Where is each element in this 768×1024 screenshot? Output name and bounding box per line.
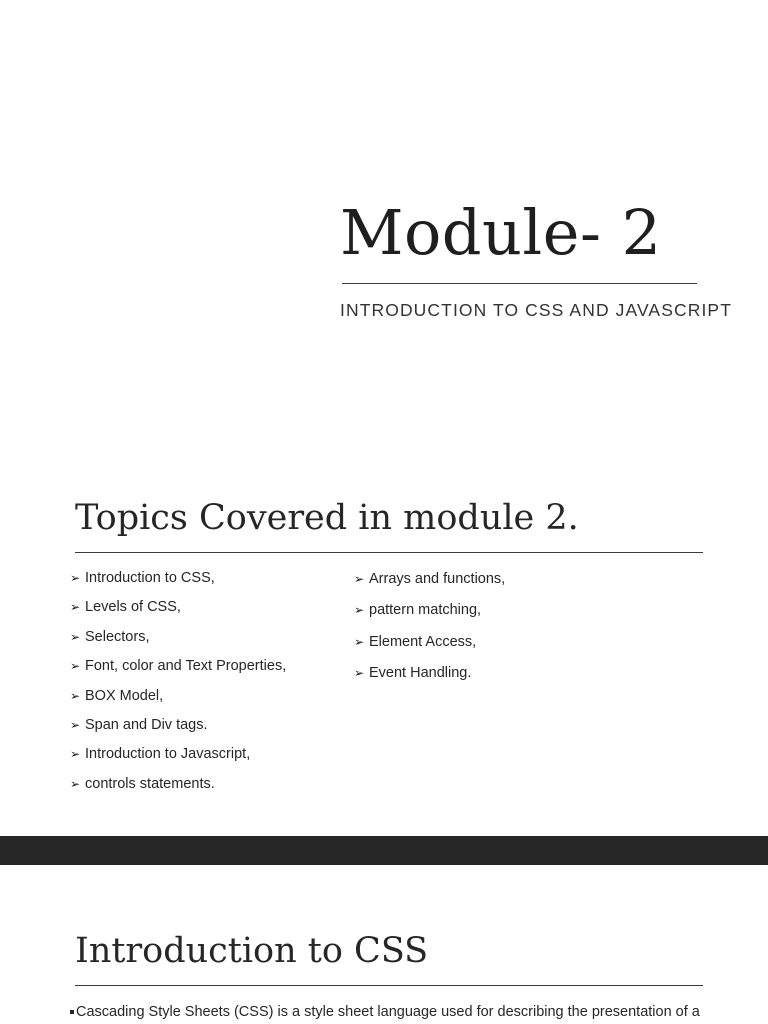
arrow-bullet-icon: ➢ xyxy=(70,600,81,615)
square-bullet-icon xyxy=(70,1010,74,1014)
module-title: Module- 2 xyxy=(340,196,662,269)
slide-topics: Topics Covered in module 2. ➢ Introduction to CSS, ➢ Levels of CSS, ➢ Selectors, ➢ Font, color and Text Properties, ➢ BOX Model, ➢ Span and Div tags. ➢ Introduction to Javascript, ➢ controls statements. ➢ Arrays and functions, ➢ pattern matching, ➢ Element Access, ➢ Event Handling. xyxy=(0,440,768,836)
arrow-bullet-icon: ➢ xyxy=(354,603,365,618)
slide-intro-css xyxy=(0,865,768,1024)
arrow-bullet-icon: ➢ xyxy=(70,717,81,732)
title-divider xyxy=(342,283,697,284)
arrow-bullet-icon: ➢ xyxy=(354,634,365,649)
topics-divider xyxy=(75,552,703,553)
intro-css-body-text: Cascading Style Sheets (CSS) is a style sheet language used for describing the presentation of a xyxy=(76,1004,700,1020)
arrow-bullet-icon: ➢ xyxy=(70,747,81,762)
arrow-bullet-icon: ➢ xyxy=(70,629,81,644)
arrow-bullet-icon: ➢ xyxy=(70,688,81,703)
arrow-bullet-icon: ➢ xyxy=(354,665,365,680)
arrow-bullet-icon: ➢ xyxy=(70,776,81,791)
intro-css-divider xyxy=(75,985,703,986)
slide-separator-band xyxy=(0,836,768,865)
arrow-bullet-icon: ➢ xyxy=(354,572,365,586)
topics-title: Topics Covered in module 2. xyxy=(75,498,579,538)
intro-css-title: Introduction to CSS xyxy=(75,931,429,971)
module-subtitle: INTRODUCTION TO CSS AND JAVASCRIPT xyxy=(340,300,732,320)
arrow-bullet-icon: ➢ xyxy=(70,659,81,674)
intro-css-body xyxy=(70,1003,700,1021)
slide-module-title xyxy=(0,0,768,440)
arrow-bullet-icon: ➢ xyxy=(70,571,81,585)
